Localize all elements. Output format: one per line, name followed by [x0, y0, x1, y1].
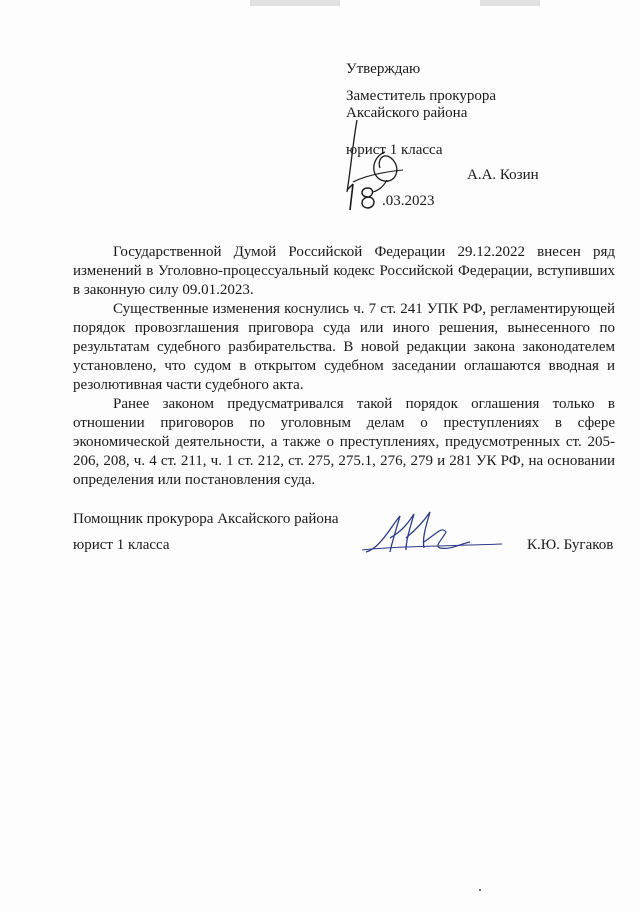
signer-name: К.Ю. Бугаков [527, 537, 614, 553]
scan-artifact [250, 0, 340, 6]
signer-rank: юрист 1 класса [73, 537, 170, 553]
approver-position-line1: Заместитель прокурора [346, 88, 496, 104]
approver-rank: юрист 1 класса [346, 142, 443, 158]
approver-position-line2: Аксайского района [346, 105, 468, 121]
signer-position: Помощник прокурора Аксайского района [73, 511, 339, 527]
approval-date: .03.2023 [382, 193, 435, 209]
scan-dot [479, 889, 481, 891]
scan-artifact [480, 0, 540, 6]
approval-heading: Утверждаю [346, 61, 421, 77]
approver-name: А.А. Козин [467, 167, 539, 183]
signer-signature [360, 508, 510, 560]
paragraph-1: Государственной Думой Российской Федерации 29.12.2022 внесен ряд изменений в Уголовно-процессуальный кодекс Российской Федерации, вступивших в законную силу 09.01.2023. [73, 244, 615, 298]
handwritten-day [344, 180, 384, 214]
paragraph-2: Существенные изменения коснулись ч. 7 ст. 241 УПК РФ, регламентирующей порядок провозглашения приговора суда или иного решения, вынесенного по результатам судебного разбирательства. В новой редакции закона законодателем установлено, что судом в открытом судебном заседании оглашаются вводная и резолютивная части судебного акта. [73, 301, 615, 393]
paragraph-3: Ранее законом предусматривался такой порядок оглашения только в отношении приговоров по уголовным делам о преступлениях в сфере экономической деятельности, а также о преступлениях, предусмотренных ст. 205-206, 208, ч. 4 ст. 211, ч. 1 ст. 212, ст. 275, 275.1, 276, 279 и 281 УК РФ, на основании определения или постановления суда. [73, 396, 615, 488]
